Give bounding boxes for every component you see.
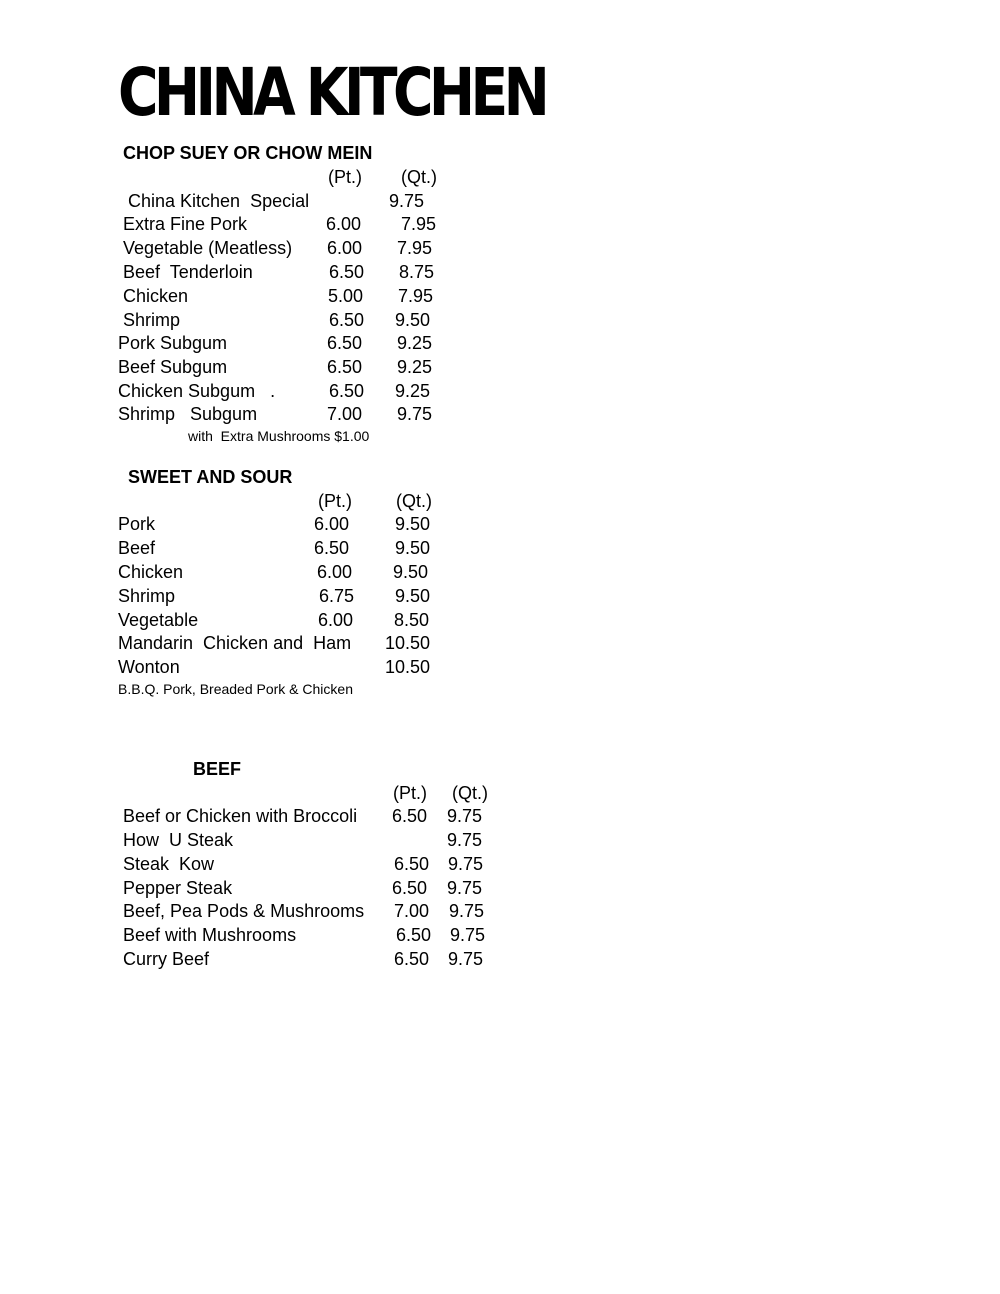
item-name: Pork <box>118 514 156 534</box>
item-price-pt: 6.50 <box>329 262 365 282</box>
item-price-qt: 8.50 <box>394 610 430 630</box>
item-price-qt: 9.75 <box>447 878 483 898</box>
item-name: Beef, Pea Pods & Mushrooms <box>123 901 365 921</box>
item-name: Beef or Chicken with Broccoli <box>123 806 358 826</box>
item-price-pt: 6.50 <box>392 806 428 826</box>
item-name: How U Steak <box>123 830 234 850</box>
item-price-qt: 10.50 <box>385 633 431 653</box>
item-name: Chicken <box>118 562 184 582</box>
item-price-pt: 6.50 <box>394 854 430 874</box>
quart-column-header: (Qt.) <box>396 491 432 511</box>
item-price-pt: 6.00 <box>318 610 354 630</box>
item-price-qt: 8.75 <box>399 262 435 282</box>
item-price-pt: 6.50 <box>327 357 363 377</box>
item-price-qt: 9.75 <box>450 925 486 945</box>
item-price-qt: 9.75 <box>389 191 425 211</box>
item-price-qt: 9.50 <box>395 538 431 558</box>
item-price-pt: 6.00 <box>326 214 362 234</box>
item-price-qt: 9.75 <box>447 806 483 826</box>
item-price-pt: 6.50 <box>327 333 363 353</box>
item-name: Curry Beef <box>123 949 210 969</box>
quart-column-header: (Qt.) <box>452 783 488 803</box>
item-price-qt: 9.75 <box>448 949 484 969</box>
item-price-qt: 7.95 <box>397 238 433 258</box>
item-name: Shrimp Subgum <box>118 404 258 424</box>
item-price-qt: 9.25 <box>395 381 431 401</box>
item-price-pt: 6.75 <box>319 586 355 606</box>
item-price-qt: 9.75 <box>449 901 485 921</box>
item-price-pt: 6.50 <box>392 878 428 898</box>
item-name: Wonton <box>118 657 180 677</box>
item-price-qt: 9.50 <box>395 514 431 534</box>
item-name: Shrimp <box>118 586 176 606</box>
item-price-pt: 6.50 <box>329 381 365 401</box>
item-price-qt: 9.50 <box>393 562 429 582</box>
item-name: Beef Subgum <box>118 357 228 377</box>
item-name: Beef <box>118 538 156 558</box>
item-price-qt: 9.75 <box>448 854 484 874</box>
item-price-qt: 7.95 <box>401 214 437 234</box>
item-price-qt: 9.75 <box>397 404 433 424</box>
item-name: Vegetable <box>118 610 199 630</box>
item-price-qt: 9.75 <box>447 830 483 850</box>
item-name: Chicken <box>123 286 189 306</box>
item-name: Vegetable (Meatless) <box>123 238 293 258</box>
item-price-pt: 6.50 <box>329 310 365 330</box>
item-name: Extra Fine Pork <box>123 214 248 234</box>
item-name: Shrimp <box>123 310 181 330</box>
item-price-pt: 7.00 <box>394 901 430 921</box>
item-price-qt: 9.25 <box>397 333 433 353</box>
item-price-qt: 9.25 <box>397 357 433 377</box>
quart-column-header: (Qt.) <box>401 167 437 187</box>
item-price-pt: 6.50 <box>396 925 432 945</box>
item-name: Beef Tenderloin <box>123 262 253 282</box>
item-name: China Kitchen Special <box>128 191 310 211</box>
pint-column-header: (Pt.) <box>393 783 427 803</box>
pint-column-header: (Pt.) <box>318 491 352 511</box>
item-price-qt: 7.95 <box>398 286 434 306</box>
item-price-pt: 6.00 <box>327 238 363 258</box>
menu-title: CHINA KITCHEN <box>118 54 546 132</box>
item-name: Chicken Subgum . <box>118 381 276 401</box>
item-price-qt: 10.50 <box>385 657 431 677</box>
pint-column-header: (Pt.) <box>328 167 362 187</box>
item-price-pt: 5.00 <box>328 286 364 306</box>
item-price-pt: 6.50 <box>394 949 430 969</box>
section-heading-beef: BEEF <box>193 759 242 779</box>
item-price-qt: 9.50 <box>395 310 431 330</box>
section-heading-sweet-sour: SWEET AND SOUR <box>128 467 293 487</box>
item-price-qt: 9.50 <box>395 586 431 606</box>
item-name: Pork Subgum <box>118 333 228 353</box>
item-price-pt: 6.00 <box>317 562 353 582</box>
item-name: Mandarin Chicken and Ham <box>118 633 352 653</box>
section-heading-chop-suey: CHOP SUEY OR CHOW MEIN <box>123 143 373 163</box>
item-name: Pepper Steak <box>123 878 233 898</box>
item-name: Steak Kow <box>123 854 215 874</box>
item-price-pt: 7.00 <box>327 404 363 424</box>
section-note: with Extra Mushrooms $1.00 <box>188 428 370 444</box>
item-price-pt: 6.50 <box>314 538 350 558</box>
item-name: Beef with Mushrooms <box>123 925 297 945</box>
item-price-pt: 6.00 <box>314 514 350 534</box>
section-note: B.B.Q. Pork, Breaded Pork & Chicken <box>118 681 353 697</box>
